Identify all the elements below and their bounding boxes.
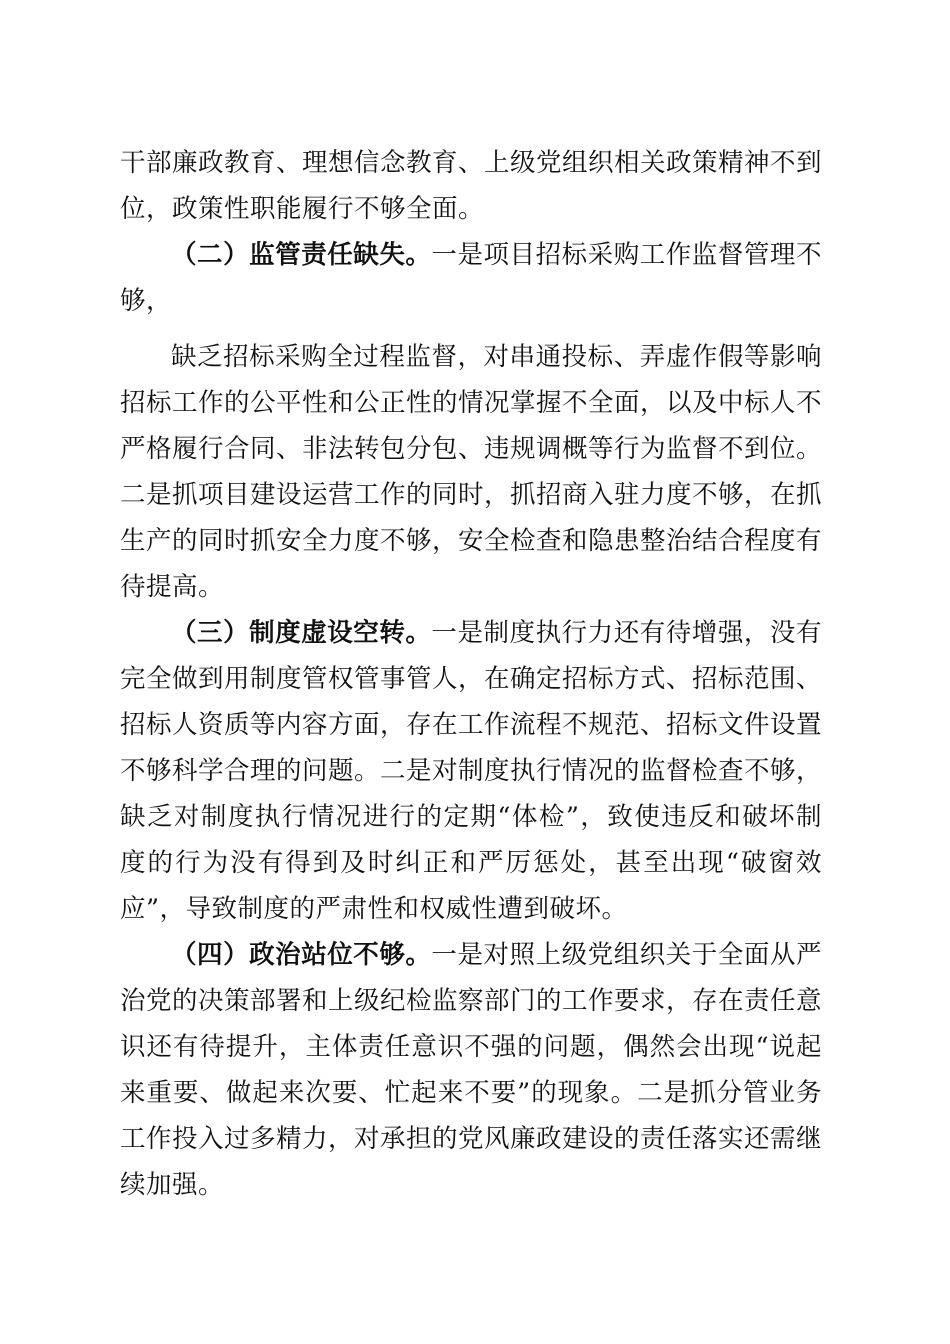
paragraph-continuation [120,140,822,232]
paragraph-section-2 [120,232,822,324]
paragraph-text: 一是对照上级党组织关于全面从严治党的决策部署和上级纪检监察部门的工作要求，存在责任意识还有待提升，主体责任意识不强的问题，偶然会出现“说起来重要、做起来次要、忙起来不要”的现象。二是抓分管业务工作投入过多精力，对承担的党风廉政建设的责任落实还需继续加强。 [120,940,823,1200]
paragraph-section-2-body [120,334,822,610]
paragraph-section-4 [120,932,822,1208]
paragraph-text: 一是项目招标采购工作监督管理不够， [120,240,822,316]
document-page [120,140,822,1208]
section-heading: （三）制度虚设空转。 [171,618,432,648]
paragraph-section-3 [120,610,822,932]
paragraph-text: 干部廉政教育、理想信念教育、上级党组织相关政策精神不到位，政策性职能履行不够全面。 [120,148,823,224]
paragraph-text: 缺乏招标采购全过程监督，对串通投标、弄虚作假等影响招标工作的公平性和公正性的情况掌握不全面，以及中标人不严格履行合同、非法转包分包、违规调概等行为监督不到位。二是抓项目建设运营工作的同时，抓招商入驻力度不够，在抓生产的同时抓安全力度不够，安全检查和隐患整治结合程度有待提高。 [120,342,823,602]
section-heading: （四）政治站位不够。 [171,940,432,970]
paragraph-text: 一是制度执行力还有待增强，没有完全做到用制度管权管事管人，在确定招标方式、招标范围、招标人资质等内容方面，存在工作流程不规范、招标文件设置不够科学合理的问题。二是对制度执行情况的监督检查不够，缺乏对制度执行情况进行的定期“体检”，致使违反和破坏制度的行为没有得到及时纠正和严厉惩处，甚至出现“破窗效应”，导致制度的严肃性和权威性遭到破坏。 [120,618,823,924]
section-heading: （二）监管责任缺失。 [171,240,432,270]
